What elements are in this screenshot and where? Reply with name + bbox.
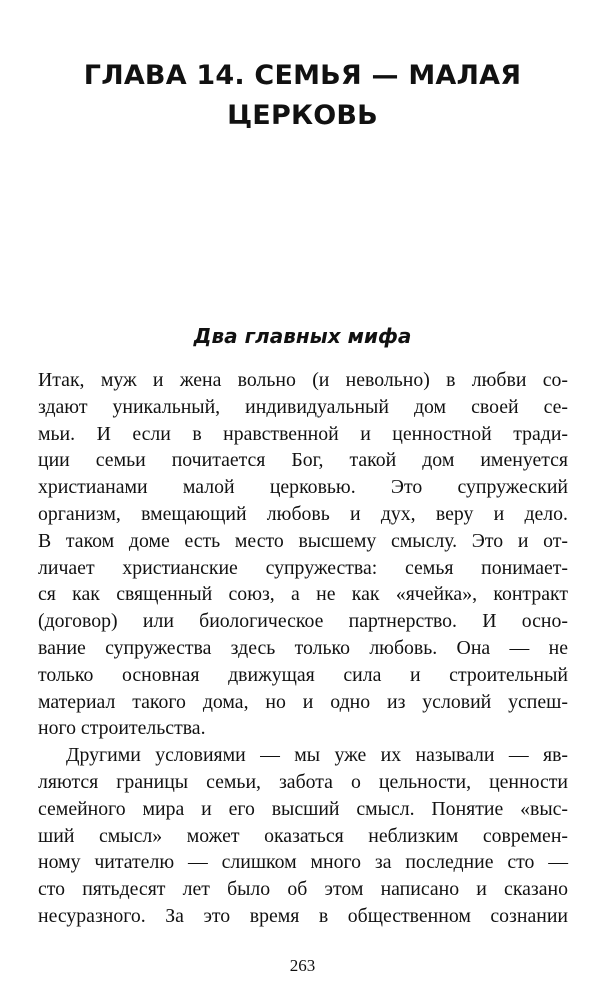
text-line: несуразного. За это время в общественном сознании [38,904,568,927]
text-line: ного строительства. [38,717,206,740]
text-line: христианами малой церковью. Это супружеский [38,476,568,499]
chapter-title [60,56,545,136]
section-heading: Два главных мифа [193,324,412,348]
text-line: материал такого дома, но и одно из условий успеш- [38,690,568,713]
text-line: ся как священный союз, а не как «ячейка», контракт [38,583,568,606]
text-line: ляются границы семьи, забота о цельности, ценности [38,770,568,793]
text-line: здают уникальный, индивидуальный дом своей се- [38,395,568,418]
text-line: Итак, муж и жена вольно (и невольно) в любви со- [38,369,568,391]
text-line: ному читателю — слишком много за последние сто — [38,851,568,874]
text-line: семейного мира и его высший смысл. Понятие «выс- [38,797,568,820]
text-line: личает христианские супружества: семья понимает- [38,556,568,579]
text-line: Другими условиями — мы уже их называли — яв- [66,744,568,767]
text-line: В таком доме есть место высшему смыслу. Это и от- [38,529,568,552]
paragraph-1 [38,367,568,742]
text-line: мьи. И если в нравственной и ценностной тради- [38,422,568,445]
text-line: ший смысл» может оказаться неблизким современ- [38,824,568,847]
text-line: (договор) или биологическое партнерство. И осно- [38,610,568,633]
chapter-title-line: ЦЕРКОВЬ [227,100,378,131]
page-number: 263 [289,956,316,975]
text-line: только основная движущая сила и строительный [38,663,568,686]
text-line: вание супружества здесь только любовь. Она — не [38,636,568,659]
text-line: организм, вмещающий любовь и дух, веру и дело. [38,502,568,525]
paragraph-2 [38,742,568,930]
text-line: ции семьи почитается Бог, такой дом именуется [38,449,568,472]
text-line: сто пятьдесят лет было об этом написано и сказано [38,878,568,901]
chapter-title-line: ГЛАВА 14. СЕМЬЯ — МАЛАЯ [83,60,522,91]
body-text [38,367,568,930]
